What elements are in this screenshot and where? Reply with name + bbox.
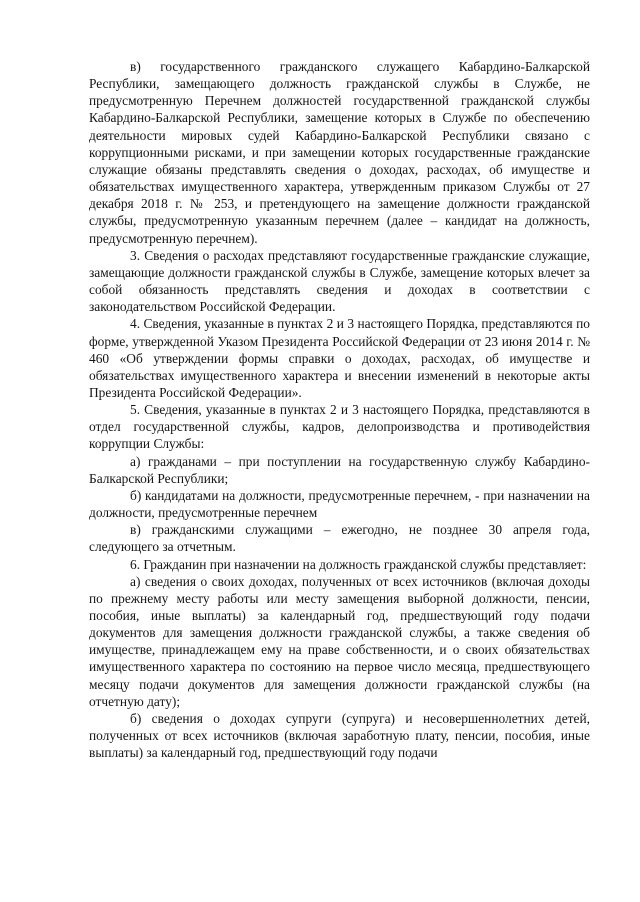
paragraph-3: 3. Сведения о расходах представляют государственные гражданские служащие, замещающие должности гражданской службы в Службе, замещение которых влечет за собой обязанность представлять сведения и доходах в соответствии с законодательством Российской Федерации. [89,247,590,315]
paragraph-6b: б) сведения о доходах супруги (супруга) и несовершеннолетних детей, полученных от всех источников (включая заработную плату, пенсии, пособия, иные выплаты) за календарный год, предшествующий году подачи [89,710,590,761]
paragraph-6: 6. Гражданин при назначении на должность гражданской службы представляет: [130,556,587,572]
paragraph-4: 4. Сведения, указанные в пунктах 2 и 3 настоящего Порядка, представляются по форме, утвержденной Указом Президента Российской Федерации от 23 июня 2014 г. № 460 «Об утверждении формы справки о доходах, расходах, об имуществе и обязательствах имущественного характера и внесении изменений в некоторые акты Президента Российской Федерации». [89,316,590,400]
paragraph-6a: а) сведения о своих доходах, полученных от всех источников (включая доходы по прежнему месту работы или месту замещения выборной должности, пенсии, пособия, иные выплаты) за календарный год, предшествующий году подачи документов для замещения должности гражданской службы, а также сведения об имуществе, принадлежащем ему на праве собственности, и о своих обязательствах имущественного характера по состоянию на первое число месяца, предшествующего месяцу подачи документов для замещения должности гражданской службы (на отчетную дату); [89,573,590,709]
paragraph-5v: в) гражданскими служащими – ежегодно, не позднее 30 апреля года, следующего за отчетным. [89,522,590,555]
paragraph-2v: в) государственного гражданского служащего Кабардино-Балкарской Республики, замещающего должность гражданской службы в Службе, не предусмотренную Перечнем должностей государственной гражданской службы Кабардино-Балкарской Республики, замещение которых в Службе по обеспечению деятельности мировых судей Кабардино-Балкарской Республики связано с коррупционными рисками, и при замещении которых государственные гражданские служащие обязаны представлять сведения о доходах, расходах, об имуществе и обязательствах имущественного характера, утвержденным приказом Службы от 27 декабря 2018 г. № 253, и претендующего на замещение должности гражданской службы, предусмотренную указанным перечнем (далее – кандидат на должность, предусмотренную перечнем). [89,59,590,246]
paragraph-5: 5. Сведения, указанные в пунктах 2 и 3 настоящего Порядка, представляются в отдел государственной службы, кадров, делопроизводства и противодействия коррупции Службы: [89,402,590,452]
paragraph-5b: б) кандидатами на должности, предусмотренные перечнем, - при назначении на должности, предусмотренные перечнем [89,487,590,521]
paragraph-5a: а) гражданами – при поступлении на государственную службу Кабардино-Балкарской Республики; [89,453,590,486]
